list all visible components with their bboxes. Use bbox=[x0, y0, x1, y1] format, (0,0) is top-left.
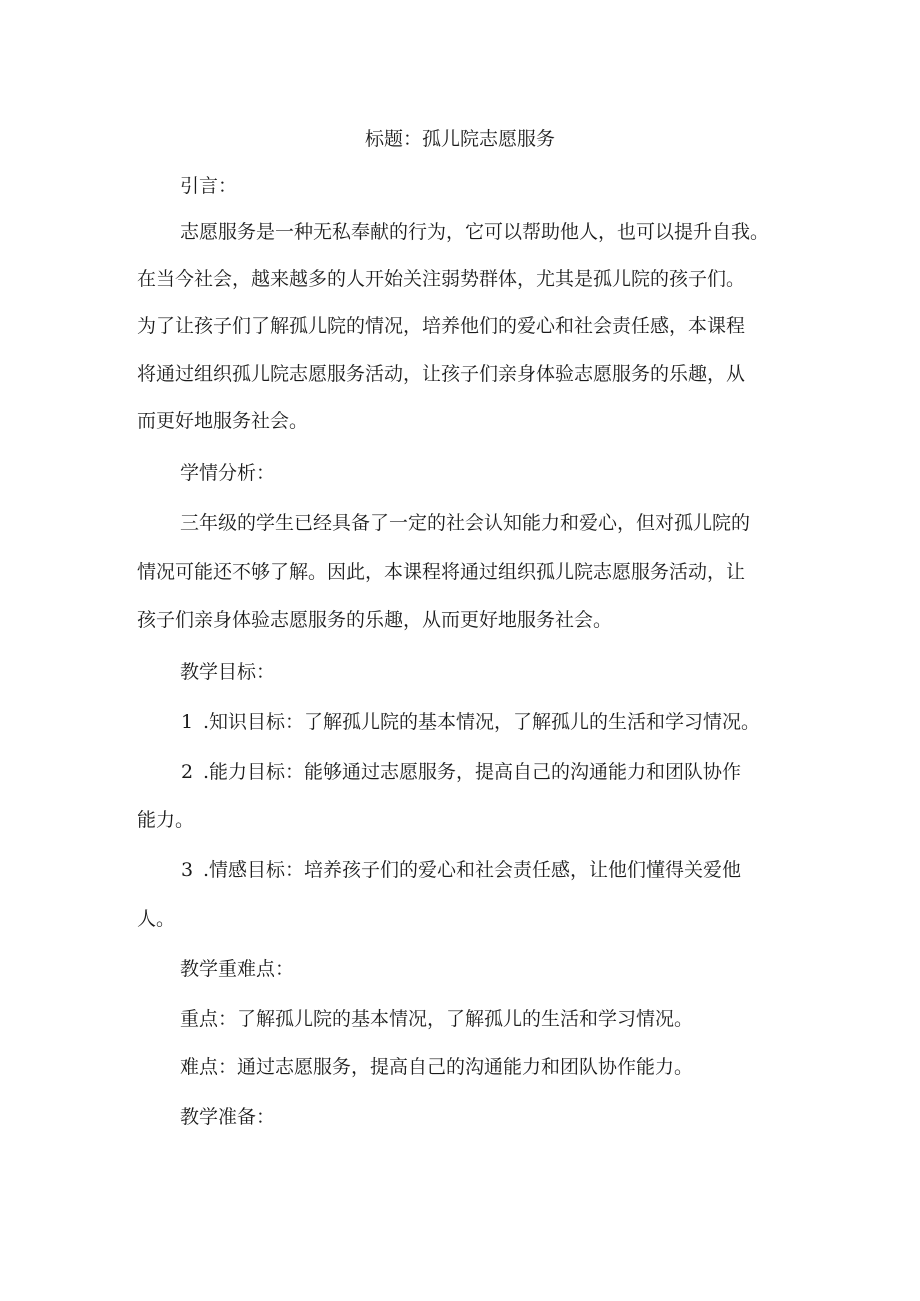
goal-text-3: .情感目标：培养孩子们的爱心和社会责任感，让他们懂得关爱他 bbox=[203, 859, 742, 881]
goal-text-2: .能力目标：能够通过志愿服务，提高自己的沟通能力和团队协作 bbox=[203, 761, 742, 783]
goal-number-1: 1 bbox=[181, 711, 194, 733]
goal-number-2: 2 bbox=[181, 761, 194, 783]
document-page: 标题：孤儿院志愿服务 引言： 志愿服务是一种无私奉献的行为，它可以帮助他人，也可以提升自我。 在当今社会，越来越多的人开始关注弱势群体，尤其是孤儿院的孩子们。 为了让孩子们了解孤儿院的情况，培养他们的爱心和社会责任感，本课程 将通过组织孤儿院志愿服务活动，让孩子们亲身体验志愿服务的乐趣，从 而更好地服务社会。 学情分析： 三年级的学生已经具备了一定的社会认知能力和爱心，但对孤儿院的 情况可能还不够了解。因此，本课程将通过组织孤儿院志愿服务活动，让 孩子们亲身体验志愿服务的乐趣，从而更好地服务社会。 教学目标： 1 .知识目标：了解孤儿院的基本情况，了解孤儿的生活和学习情况。 2 .能力目标：能够通过志愿服务，提高自己的沟通能力和团队协作 能力。 3 .情感目标：培养孩子们的爱心和社会责任感，让他们懂得关爱他 人。 教学重难点： 重点：了解孤儿院的基本情况，了解孤儿的生活和学习情况。 难点：通过志愿服务，提高自己的沟通能力和团队协作能力。 教学准备： bbox=[0, 0, 920, 1301]
goal-text-1: .知识目标：了解孤儿院的基本情况，了解孤儿的生活和学习情况。 bbox=[203, 711, 761, 733]
goal-number-3: 3 bbox=[181, 859, 194, 881]
document-title: 标题：孤儿院志愿服务 bbox=[364, 128, 555, 150]
